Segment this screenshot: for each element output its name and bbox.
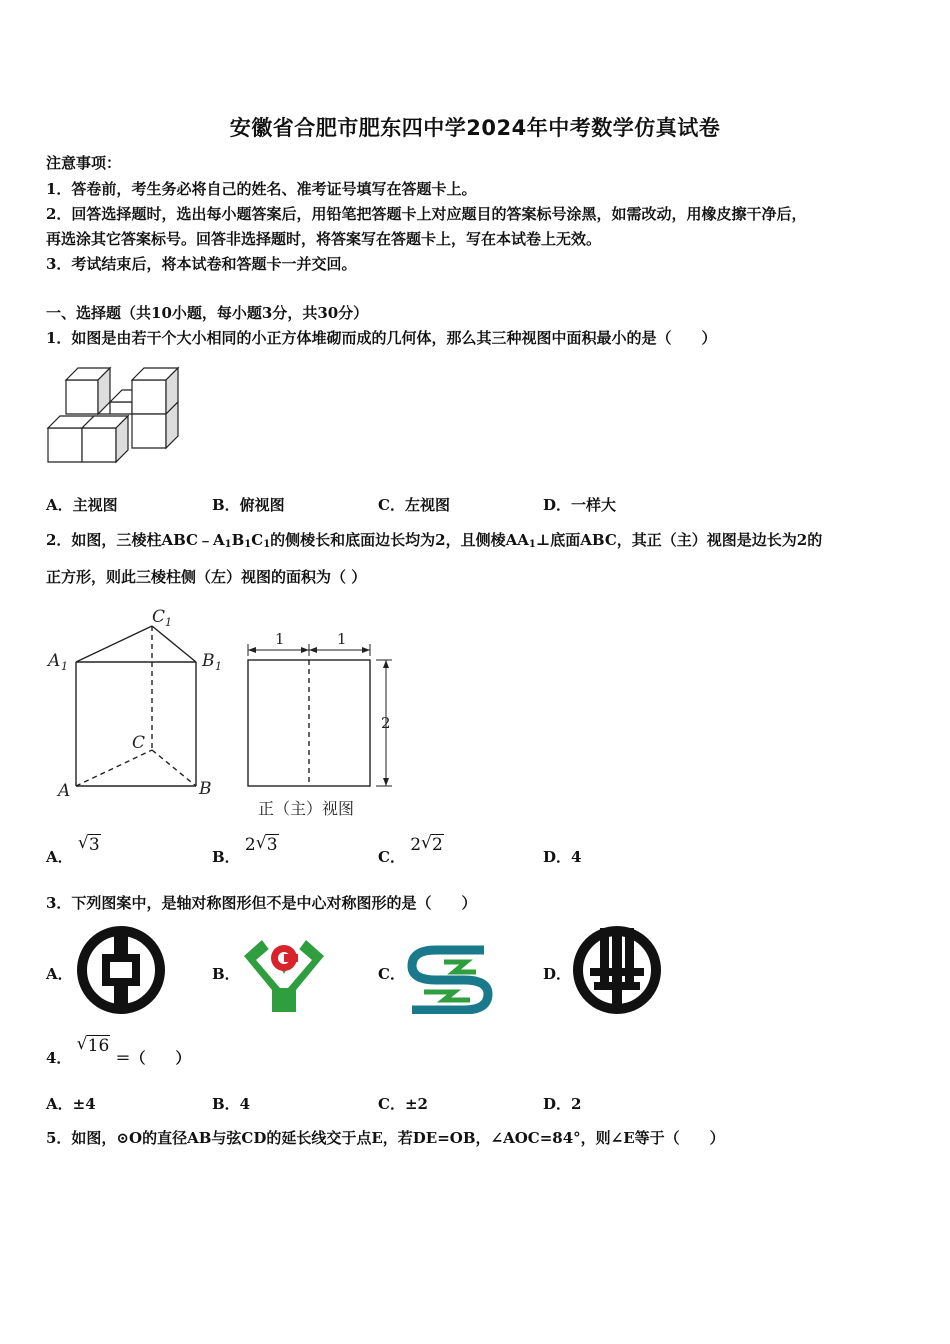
note-item-1: 1．答卷前，考生务必将自己的姓名、准考证号填写在答题卡上。 — [46, 180, 477, 198]
q2-option-b-value: 2 √ 3 — [244, 833, 278, 855]
dim-side: 2 — [381, 714, 391, 732]
q3-logo-b-icon — [240, 930, 328, 1016]
q4-rad: 16 — [87, 1036, 110, 1056]
notes-heading: 注意事项： — [46, 154, 122, 172]
note-item-2-line-2: 再选涂其它答案标号。回答非选择题时，将答案写在答题卡上，写在本试卷上无效。 — [46, 230, 602, 248]
label-c1-sub: 1 — [165, 616, 172, 629]
q2-option-c-rad: 2 — [432, 835, 443, 855]
q2-option-c[interactable] — [378, 833, 444, 867]
q2-stem-line-1 — [46, 529, 822, 550]
q2-stem-d: 的侧棱长和底面边长均为2，且侧棱AA — [270, 531, 529, 549]
q3-logo-d-icon — [570, 924, 664, 1016]
label-c1: C — [152, 607, 166, 627]
q3-stem: 3．下列图案中，是轴对称图形但不是中心对称图形的是（ ） — [46, 894, 477, 912]
q4-tail: ＝（ ） — [115, 1049, 191, 1067]
q2-stem-a: 2．如图，三棱柱ABC﹣A — [46, 531, 225, 549]
q1-option-b[interactable]: B．俯视图 — [212, 496, 285, 514]
q2-option-c-label: C． — [378, 848, 405, 866]
q3-option-b[interactable]: B． — [212, 965, 240, 983]
q4-option-a[interactable]: A．±4 — [46, 1095, 96, 1113]
q2-sub-1: 1 — [224, 539, 232, 550]
q4-option-b[interactable]: B．4 — [212, 1095, 251, 1113]
q2-option-c-value: 2 √ 2 — [410, 833, 443, 855]
q2-prism-figure — [46, 604, 396, 818]
q2-option-b[interactable] — [212, 833, 279, 867]
label-a1: A — [48, 651, 61, 671]
q2-option-d[interactable]: D．4 — [543, 848, 582, 866]
q2-stem-line-2: 正方形，则此三棱柱侧（左）视图的面积为（ ） — [46, 568, 367, 586]
q2-sub-2: 1 — [244, 539, 252, 550]
note-item-2-line-1: 2．回答选择题时，选出每小题答案后，用铅笔把答题卡上对应题目的答案标号涂黑，如需改动，用橡皮擦干净后， — [46, 205, 807, 223]
q1-option-a[interactable]: A．主视图 — [46, 496, 118, 514]
label-c: C — [132, 733, 146, 753]
q2-option-b-label: B． — [212, 848, 240, 866]
q2-sub-3: 1 — [263, 539, 271, 550]
q2-option-a[interactable] — [46, 833, 101, 867]
label-a1-sub: 1 — [61, 660, 68, 673]
q3-option-c[interactable]: C． — [378, 965, 405, 983]
q2-sub-4: 1 — [528, 539, 536, 550]
q2-option-b-rad: 3 — [266, 835, 278, 855]
label-b1: B — [202, 651, 215, 671]
q3-logo-c-icon — [404, 940, 496, 1014]
q3-option-a[interactable]: A． — [46, 965, 73, 983]
q2-option-a-label: A． — [46, 848, 73, 866]
q1-stem: 1．如图是由若干个大小相同的小正方体堆砌而成的几何体，那么其三种视图中面积最小的是（ ） — [46, 329, 717, 347]
q1-cube-figure — [46, 366, 186, 470]
front-view-caption: 正（主）视图 — [258, 799, 355, 818]
dim-right: 1 — [337, 630, 347, 648]
q2-stem-c: C — [251, 531, 264, 549]
q2-stem-e: ⊥底面ABC，其正（主）视图是边长为2的 — [535, 531, 823, 549]
q3-logo-a-icon — [74, 924, 168, 1016]
q2-stem-b: B — [231, 531, 245, 549]
q2-option-c-coef: 2 — [410, 835, 422, 855]
q4-option-c[interactable]: C．±2 — [378, 1095, 428, 1113]
q2-option-b-coef: 2 — [244, 835, 256, 855]
q5-stem: 5．如图，⊙O的直径AB与弦CD的延长线交于点E，若DE=OB，∠AOC=84°，则∠E等于（ ） — [46, 1129, 725, 1147]
q4-num: 4． — [46, 1049, 72, 1067]
q4-option-d[interactable]: D．2 — [543, 1095, 582, 1113]
q1-option-d[interactable]: D．一样大 — [543, 496, 617, 514]
label-b: B — [199, 779, 212, 799]
q3-option-d[interactable]: D． — [543, 965, 572, 983]
q4-sqrt: √ 16 — [76, 1034, 110, 1056]
q2-option-a-value: √ 3 — [77, 833, 100, 855]
q2-option-a-rad: 3 — [88, 835, 100, 855]
page-title: 安徽省合肥市肥东四中学2024年中考数学仿真试卷 — [229, 116, 721, 140]
label-a: A — [58, 781, 71, 801]
q4-stem — [46, 1034, 191, 1068]
dim-left: 1 — [275, 630, 285, 648]
section-heading: 一、选择题（共10小题，每小题3分，共30分） — [46, 304, 369, 322]
note-item-3: 3．考试结束后，将本试卷和答题卡一并交回。 — [46, 255, 357, 273]
label-b1-sub: 1 — [215, 660, 222, 673]
q1-option-c[interactable]: C．左视图 — [378, 496, 450, 514]
